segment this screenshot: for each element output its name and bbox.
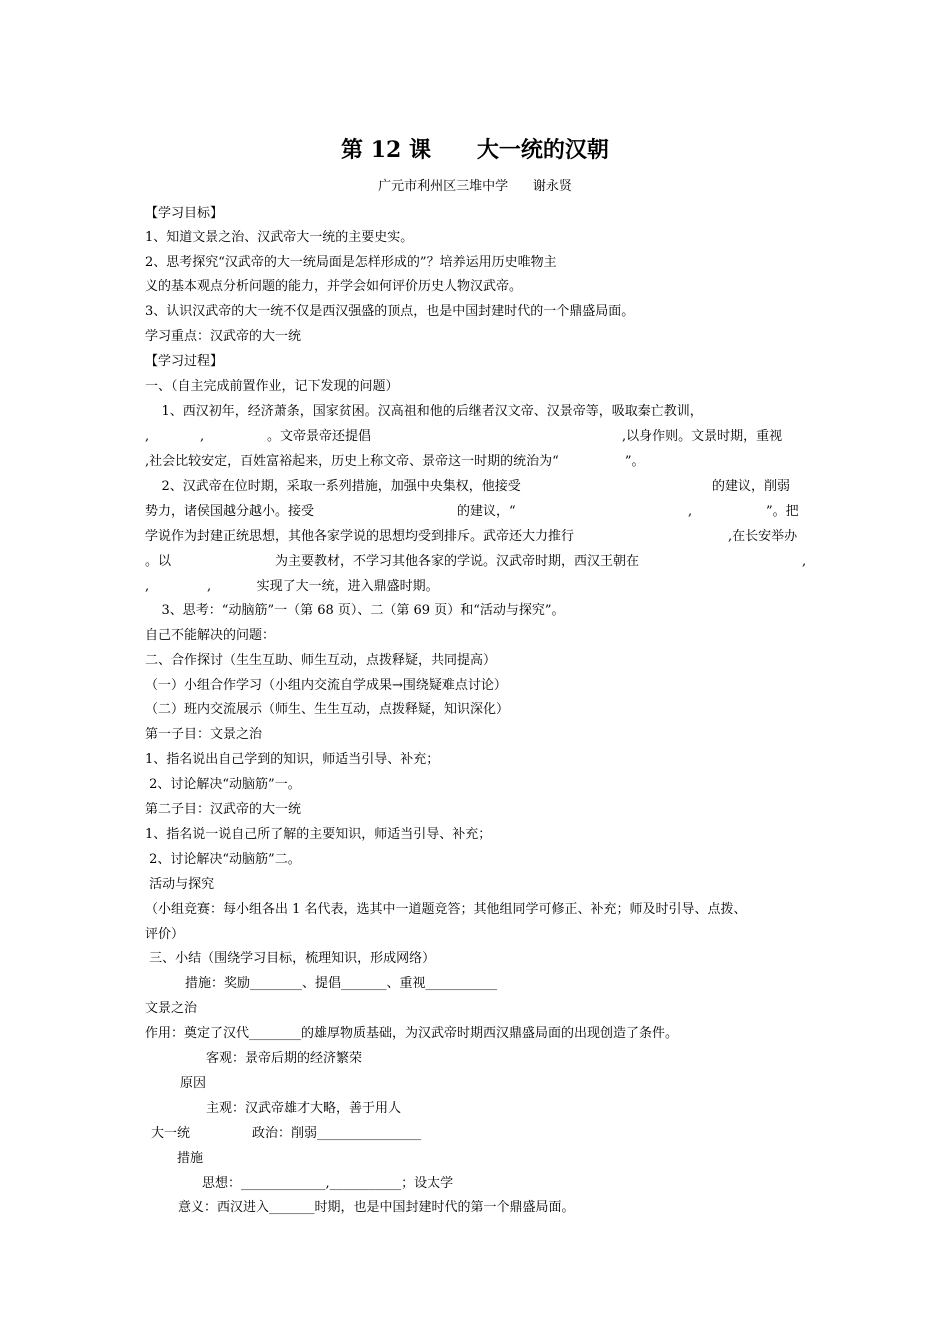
q2-line-5: , , 实现了大一统，进入鼎盛时期。 (145, 579, 439, 594)
q2-line-4-c: , (802, 554, 807, 569)
activity-line-1: （小组竞赛：每小组各出 1 名代表，选其中一道题竞答；其他组同学可修正、补充；师及时引导、点拨、 (145, 902, 747, 917)
activity-line-2: 评价） (145, 927, 185, 942)
significance: 意义：西汉进入_______时期，也是中国封建时代的第一个鼎盛局面。 (178, 1200, 575, 1215)
part-3-heading: 三、小结（围绕学习目标，梳理知识，形成网络） (145, 951, 436, 966)
learning-focus: 学习重点：汉武帝的大一统 (145, 329, 302, 344)
topic-1-heading: 第一子目：文景之治 (145, 727, 263, 742)
topic-1-item-1: 1、指名说出自己学到的知识，师适当引导、补充； (145, 752, 440, 767)
subjective-cause: 主观：汉武帝雄才大略，善于用人 (206, 1101, 402, 1116)
q2-line-1-a: 2、汉武帝在位时期，采取一系列措施，加强中央集权，他接受 (145, 479, 521, 494)
topic-2-item-1: 1、指名说一说自己所了解的主要知识，师适当引导、补充； (145, 827, 492, 842)
objective-2-line-2: 义的基本观点分析问题的能力，并学会如何评价历史人物汉武帝。 (145, 279, 523, 294)
lesson-title: 第 12 课 大一统的汉朝 (341, 137, 609, 163)
q1-line-2-d: ,以身作则。文景时期，重视 (622, 429, 783, 444)
thought-measure: 思想：_____________,___________；设太学 (202, 1176, 454, 1191)
q2-line-1-b: 的建议，削弱 (712, 479, 791, 494)
objective-cause: 客观：景帝后期的经济繁荣 (206, 1051, 363, 1066)
objectives-heading: 【学习目标】 (145, 206, 224, 221)
wenjing-effect: 作用：奠定了汉代________的雄厚物质基础，为汉武帝时期西汉鼎盛局面的出现创造了条件。 (145, 1026, 679, 1041)
q2-line-2-c: , (688, 504, 693, 519)
topic-2-heading: 第二子目：汉武帝的大一统 (145, 802, 302, 817)
topic-1-item-2: 2、讨论解决“动脑筋”一。 (145, 777, 301, 792)
objective-2-line-1: 2、思考探究“汉武帝的大一统局面是怎样形成的”？培养运用历史唯物主 (145, 255, 557, 270)
cause-label: 原因 (180, 1076, 207, 1091)
part-2-sub-2: （二）班内交流展示（师生、生生互动，点拨释疑，知识深化） (145, 702, 510, 717)
unsolved-questions: 自己不能解决的问题： (145, 628, 276, 643)
wenjing-label: 文景之治 (145, 1001, 198, 1016)
q2-line-2-a: 势力，诸侯国越分越小。接受 (145, 504, 315, 519)
q1-line-2-b: , (200, 429, 205, 444)
measures-label: 措施 (177, 1151, 204, 1166)
process-heading: 【学习过程】 (145, 354, 224, 369)
politics-measure: 政治：削弱________________ (252, 1126, 422, 1141)
part-2-sub-1: （一）小组合作学习（小组内交流自学成果→围绕疑难点讨论） (145, 678, 507, 693)
q2-line-4-b: 为主要教材，不学习其他各家的学说。汉武帝时期，西汉王朝在 (275, 554, 640, 569)
q3-think: 3、思考：“动脑筋”一（第 68 页）、二（第 69 页）和“活动与探究”。 (145, 603, 565, 618)
q1-line-3: ,社会比较安定，百姓富裕起来，历史上称文帝、景帝这一时期的统治为“ ”。 (145, 454, 645, 469)
q2-line-3-a: 学说作为封建正统思想，其他各家学说的思想均受到排斥。武帝还大力推行 (145, 529, 575, 544)
q1-line-2-a: , (145, 429, 150, 444)
part-2-heading: 二、合作探讨（生生互助、师生互动，点拨释疑，共同提高） (145, 653, 497, 668)
objective-1: 1、知道文景之治、汉武帝大一统的主要史实。 (145, 230, 414, 245)
activity-heading: 活动与探究 (145, 877, 215, 892)
q1-line-1: 1、西汉初年，经济萧条，国家贫困。汉高祖和他的后继者汉文帝、汉景帝等，吸取秦亡教训， (145, 404, 703, 419)
dayitong-label: 大一统 (151, 1126, 191, 1141)
topic-2-item-2: 2、讨论解决“动脑筋”二。 (145, 852, 301, 867)
objective-3: 3、认识汉武帝的大一统不仅是西汉强盛的顶点，也是中国封建时代的一个鼎盛局面。 (145, 304, 635, 319)
q2-line-2-d: ”。把 (766, 504, 799, 519)
q2-line-3-b: ,在长安举办 (728, 529, 798, 544)
q2-line-4-a: 。以 (145, 554, 172, 569)
q2-line-2-b: 的建议，“ (457, 504, 516, 519)
q1-line-2-c: 。文帝景帝还提倡 (267, 429, 372, 444)
part-1-heading: 一、（自主完成前置作业，记下发现的问题） (145, 379, 399, 394)
wenjing-measures: 措施：奖励________、提倡_______、重视___________ (185, 976, 498, 991)
author-line: 广元市利州区三堆中学 谢永贤 (378, 179, 572, 194)
